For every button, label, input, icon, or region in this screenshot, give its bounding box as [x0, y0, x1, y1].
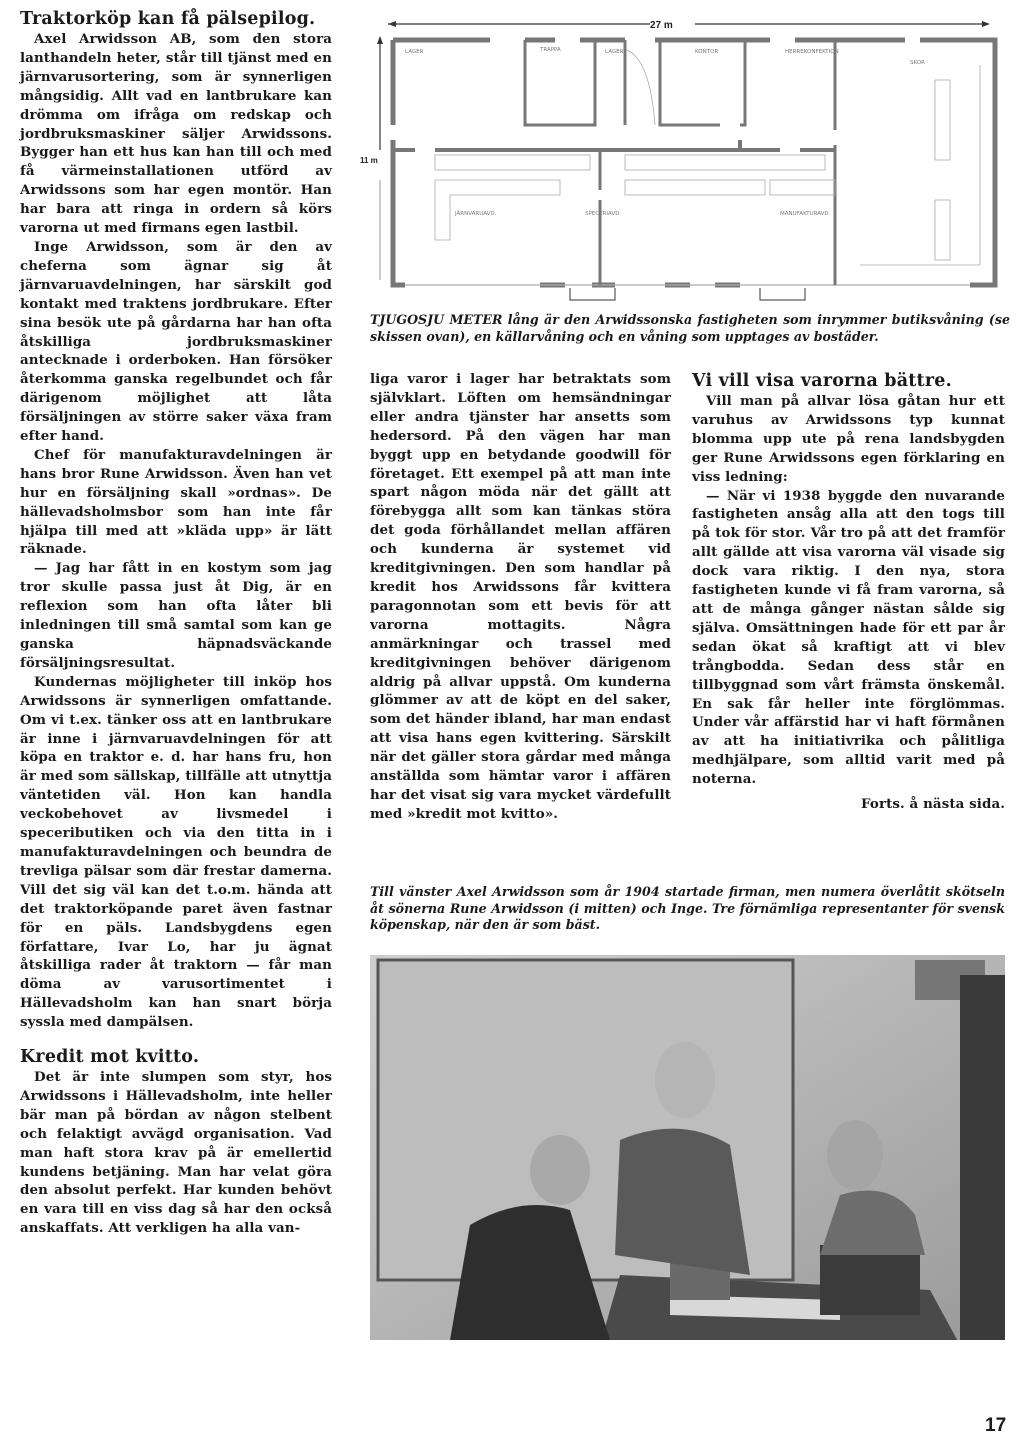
column-middle	[370, 370, 671, 824]
room-label: MANUFAKTURAVD.	[780, 211, 831, 217]
column-left	[20, 8, 332, 1238]
paragraph: — Jag har fått in en kostym som jag tror skulle passa just åt Dig, är en reflexion som han ofta låter bli inledningen till små samtal som kan ge ganska häpnadsväckande försäljningsresultat.	[20, 560, 332, 671]
paragraph: — När vi 1938 byggde den nuvarande fastigheten ansåg alla att den togs till på tok för stor. Vår tro på att det framför allt gällde att visa varorna väl visade sig dock vara riktig. I den nya, stora fastigheten kunde vi få fram varorna, så att de många gånger nästan sålde sig själva. Omsättningen hade för ett par år sedan ökat så kraftigt att vi blev trångbodda. Sedan dess står en tillbyggnad som vårt främsta önskemål. En sak får heller inte förglömmas. Under vår affärstid har vi haft förmånen av att ha initiativrika och pålitliga medhjälpare, som alltid varit med på noterna.	[692, 487, 1005, 788]
continued-note: Forts. å nästa sida.	[861, 796, 1005, 813]
room-label: SKOR	[910, 60, 925, 66]
arrow-up-icon	[377, 36, 383, 44]
photo-caption: Till vänster Axel Arwidsson som år 1904 startade firman, men numera överlåtit skötseln åt sönerna Rune Arwidsson (i mitten) och Inge. Tre förnämliga representanter för svensk köpenskap, när den är som bäst.	[370, 884, 1005, 932]
paragraph: liga varor i lager har betraktats som självklart. Löften om hemsändningar eller andra tjänster har ansetts som hedersord. På den vägen har man byggt upp en betydande goodwill för företaget. Ett exempel på att man inte spart någon möda när det gällt att förebygga allt som kan tänkas störa det goda förhållandet mellan affären och kunderna är systemet vid kreditgivningen. Den som handlar på kredit hos Arwidssons får kvittera paragonnotan som ett bevis för att varorna mottagits. Några anmärkningar och trassel med kreditgivningen behöver därigenom aldrig på allvar uppstå. Om kunderna glömmer av att de köpt en del saker, som det händer ibland, har man endast att visa hans egen kvittering. Särskilt när det gäller stora gårdar med många anställda som hämtar varor i affären har det visat sig vara mycket värdefullt med »kredit mot kvitto».	[370, 371, 671, 822]
arrow-left-icon	[388, 21, 396, 27]
photo-illustration	[370, 955, 1005, 1340]
section-heading-kredit: Kredit mot kvitto.	[20, 1047, 200, 1068]
paragraph: Inge Arwidsson, som är den av cheferna som ägnar sig åt järnvaruavdelningen, har särskilt god kontakt med traktens jordbrukare. Efter sina besök ute på gårdarna har han ofta åtskilliga jordbruksmaskiner antecknade i orderboken. Han försöker återkomma ganska regelbundet och får därigenom möjlighet att låta försäljningen av större saker växa fram efter hand.	[20, 238, 332, 445]
typewriter	[820, 1245, 920, 1315]
page-number: 17	[985, 1415, 1007, 1436]
dimension-depth-label: 11 m	[360, 156, 378, 165]
room-label: JÄRNVARUAVD.	[455, 211, 497, 217]
room-label: HERREKONFEKTION	[785, 49, 839, 55]
dimension-width-label: 27 m	[650, 20, 673, 31]
floor-plan-diagram	[360, 10, 1015, 305]
person-middle	[615, 1129, 750, 1275]
floor-plan-caption	[370, 312, 1010, 345]
room-label: LAGER	[605, 49, 624, 55]
paragraph: Det är inte slumpen som styr, hos Arwidssons i Hällevadsholm, inte heller bär man på bördan av någon stelbent och felaktigt avvägd organisation. Vad man haft stora krav på är emellertid kundens betjäning. Man har velat göra den absolut perfekt. Har kunden behövt en vara till en viss dag så har den också anskaffats. Att verkligen ha alla van-	[20, 1069, 332, 1237]
room-label: SPECERIAVD.	[585, 211, 622, 217]
photo-three-men-at-desk	[370, 955, 1005, 1340]
paragraph: Kundernas möjligheter till inköp hos Arwidssons är synnerligen omfattande. Om vi t.ex. tänker oss att en lantbrukare är inne i järnvaruavdelningen för att köpa en traktor e. d. har hans fru, hon är med som sällskap, tillfälle att utnyttja väntetiden väl. Hon kan handla veckobehovet av livsmedel i speceributiken och via den titta in i manufakturavdelningen och beundra de trevliga pälsar som där frestar damerna. Vill det sig väl kan det t.o.m. hända att det traktorköpande paret även fastnar för en päls. Landsbygdens egen författare, Ivar Lo, har ju ägnat åtskilliga rader åt traktorn — får man döma av varusortimentet i Hällevadsholm kan han snart börja syssla med dampälsen.	[20, 673, 332, 1031]
room-label: LAGER	[405, 49, 424, 55]
section-heading-visa: Vi vill visa varorna bättre.	[692, 371, 952, 391]
room-label: TRAPPA	[540, 47, 561, 53]
paragraph: Axel Arwidsson AB, som den stora lanthandeln heter, står till tjänst med en järnvarusortering, som är synnerligen mångsidig. Allt vad en lantbrukare kan drömma om ifråga om redskap och jordbruksmaskiner säljer Arwidssons. Bygger han ett hus kan han till och med få värmeinstallationen utförd av Arwidssons som har egen montör. Han har bara att ringa in ordern så körs varorna ut med firmans egen lastbil.	[20, 31, 332, 237]
article-heading: Traktorköp kan få pälsepilog.	[20, 9, 316, 29]
caption-lead: TJUGOSJU METER	[370, 312, 503, 327]
paragraph: Chef för manufakturavdelningen är hans bror Rune Arwidsson. Även han vet hur en försäljning skall »ordnas». De hällevadsholmsbor som han inte får hjälpa till med att »kläda upp» är lätt räknade.	[20, 446, 332, 558]
arrow-right-icon	[982, 21, 990, 27]
room-label: KONTOR	[695, 49, 719, 55]
column-right	[692, 370, 1005, 814]
paragraph: Vill man på allvar lösa gåtan hur ett varuhus av Arwidssons typ kunnat blomma upp ute på rena landsbygden ger Rune Arwidssons egen förklaring en viss ledning:	[692, 393, 1005, 485]
caption-text: lång är den Arwidssonska fastigheten som inrymmer butiksvåning (se skissen ovan), en källarvåning och en våning som upptages av bostäder.	[370, 312, 1010, 344]
